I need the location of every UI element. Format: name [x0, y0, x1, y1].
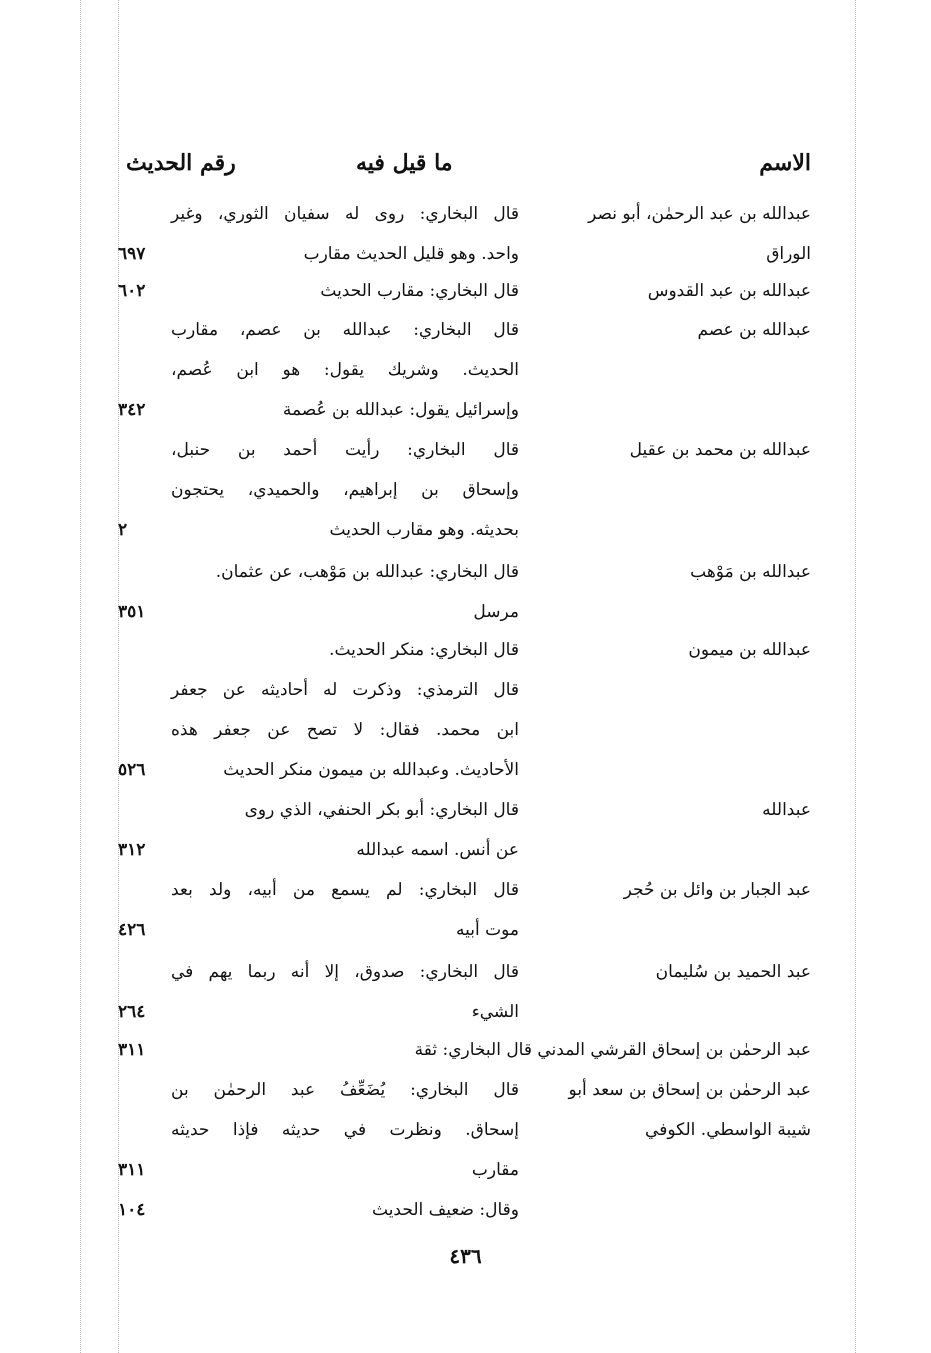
table-row — [0, 752, 931, 792]
table-row — [0, 1192, 931, 1232]
table-row — [0, 954, 931, 994]
hadith-number: ٣٤٢ — [118, 400, 146, 420]
said-text: واحد. وهو قليل الحديث مقارب — [303, 244, 519, 264]
narrator-name: عبدالله — [762, 800, 811, 820]
narrator-name: عبدالله بن عصم — [697, 320, 811, 340]
said-text: وقال: ضعيف الحديث — [372, 1200, 519, 1220]
said-text: الحديث. وشريك يقول: هو ابن عُصم، — [171, 360, 519, 380]
table-row — [0, 1072, 931, 1112]
said-text: مرسل — [473, 602, 519, 622]
hadith-number: ٣١١ — [118, 1040, 146, 1060]
hadith-number: ٦٠٢ — [118, 281, 146, 301]
hadith-number: ٤٢٦ — [118, 920, 146, 940]
said-text: بحديثه. وهو مقارب الحديث — [329, 520, 519, 540]
said-text: إسحاق. ونظرت في حديثه فإذا حديثه — [171, 1120, 519, 1140]
narrator-name: عبدالله بن مَوْهب — [690, 562, 811, 582]
said-text: قال البخاري: منكر الحديث. — [329, 640, 519, 660]
table-row — [0, 554, 931, 594]
said-text: قال البخاري: أبو بكر الحنفي، الذي روى — [244, 800, 519, 820]
column-header-hadith-number: رقم الحديث — [126, 150, 236, 176]
said-text: ابن محمد. فقال: لا تصح عن جعفر هذه — [171, 720, 519, 740]
said-text: وإسحاق بن إبراهيم، والحميدي، يحتجون — [171, 480, 519, 500]
said-text: قال البخاري: لم يسمع من أبيه، ولد بعد — [171, 880, 519, 900]
column-header-said: ما قيل فيه — [356, 150, 453, 176]
hadith-number: ٣١٢ — [118, 840, 146, 860]
table-row — [0, 196, 931, 236]
table-row — [0, 712, 931, 752]
table-row — [0, 792, 931, 832]
table-row — [0, 632, 931, 672]
hadith-number: ٣١١ — [118, 1160, 146, 1180]
full-line-entry: عبد الرحمٰن بن إسحاق القرشي المدني قال البخاري: ثقة — [414, 1040, 811, 1060]
said-text: موت أبيه — [456, 920, 519, 940]
page-number: ٤٣٦ — [449, 1244, 482, 1268]
hadith-number: ٣٥١ — [118, 602, 146, 622]
said-text: مقارب — [471, 1160, 519, 1180]
table-row — [0, 472, 931, 512]
narrator-name: عبدالله بن عبد الرحمٰن، أبو نصر — [588, 204, 811, 224]
table-row — [0, 994, 931, 1034]
table-row — [0, 594, 931, 634]
narrator-name: عبدالله بن محمد بن عقيل — [629, 440, 811, 460]
table-row — [0, 236, 931, 276]
table-row — [0, 1032, 931, 1072]
said-text: قال البخاري: عبدالله بن مَوْهب، عن عثمان. — [215, 562, 519, 582]
table-row — [0, 912, 931, 952]
table-row — [0, 312, 931, 352]
narrator-name: شيبة الواسطي. الكوفي — [645, 1120, 811, 1140]
narrator-name: عبدالله بن ميمون — [688, 640, 811, 660]
table-row — [0, 872, 931, 912]
said-text: قال البخاري: عبدالله بن عصم، مقارب — [171, 320, 519, 340]
table-row — [0, 832, 931, 872]
narrator-name: الوراق — [766, 244, 811, 264]
said-text: قال البخاري: مقارب الحديث — [320, 281, 519, 301]
hadith-number: ٢٦٤ — [118, 1002, 146, 1022]
table-row — [0, 1112, 931, 1152]
said-text: عن أنس. اسمه عبدالله — [356, 840, 519, 860]
table-row — [0, 432, 931, 472]
table-row — [0, 512, 931, 552]
narrator-name: عبدالله بن عبد القدوس — [647, 281, 811, 301]
said-text: قال البخاري: صدوق، إلا أنه ربما يهم في — [171, 962, 519, 982]
said-text: قال البخاري: يُضَعِّفُ عبد الرحمٰن بن — [171, 1080, 519, 1100]
narrator-name: عبد الرحمٰن بن إسحاق بن سعد أبو — [568, 1080, 811, 1100]
narrator-name: عبد الجبار بن وائل بن حُجر — [623, 880, 811, 900]
column-header-name: الاسم — [759, 150, 811, 176]
table-row — [0, 352, 931, 392]
table-row — [0, 672, 931, 712]
said-text: قال البخاري: روى له سفيان الثوري، وغير — [171, 204, 519, 224]
said-text: الأحاديث. وعبدالله بن ميمون منكر الحديث — [223, 760, 519, 780]
hadith-number: ٢ — [118, 520, 128, 540]
table-row — [0, 1152, 931, 1192]
said-text: قال البخاري: رأيت أحمد بن حنبل، — [171, 440, 519, 460]
said-text: قال الترمذي: وذكرت له أحاديثه عن جعفر — [171, 680, 519, 700]
table-row — [0, 392, 931, 432]
hadith-number: ١٠٤ — [118, 1200, 146, 1220]
said-text: الشيء — [471, 1002, 519, 1022]
hadith-number: ٦٩٧ — [118, 244, 146, 264]
narrator-name: عبد الحميد بن سُليمان — [655, 962, 811, 982]
hadith-number: ٥٢٦ — [118, 760, 146, 780]
table-row — [0, 273, 931, 313]
said-text: وإسرائيل يقول: عبدالله بن عُصمة — [282, 400, 519, 420]
